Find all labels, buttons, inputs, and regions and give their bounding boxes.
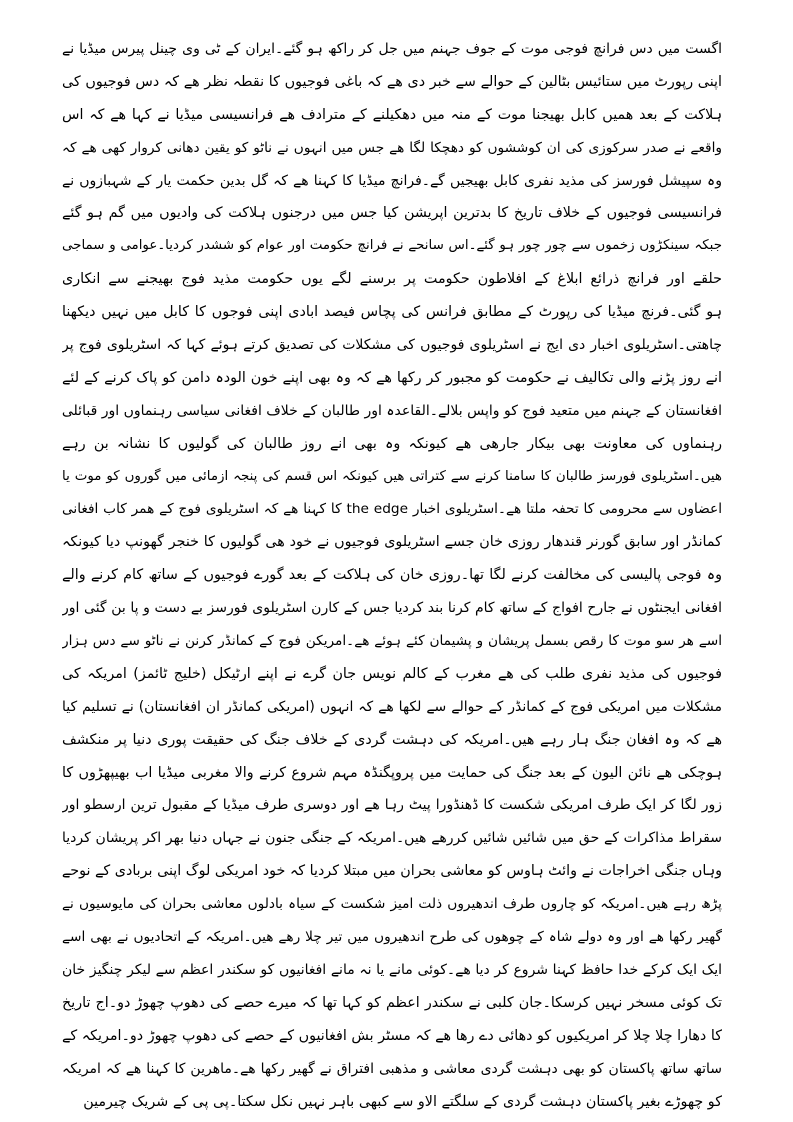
text-line: اعضاوں سے محرومی کا تحفہ ملتا ھے۔اسٹریلوی اخبار the edge کا کہنا ھے کہ اسٹریلوی فوج کے ھمر کاب افغانی (62, 501, 722, 518)
text-line: ہلاکت کے بعد ھمیں کابل بھیجنا موت کے منہ میں دھکیلنے کے مترادف ھے فرانسیسی میڈیا نے کہا ھے کہ اس (62, 106, 722, 123)
text-line: افغانی ایجنٹوں نے جارح افواج کے ساتھ کام کرنا بند کردیا جس کے کارن اسٹریلوی فورسز بے دست و پا بن گئی اور (62, 600, 722, 617)
text-line: فوجیوں کی مذید نفری طلب کی ھے مغرب کے کالم نویس جان گرے نے اپنے ارٹیکل (خلیج ٹائمز) امریکہ کی (62, 665, 722, 682)
text-line: ایک ایک کرکے خدا حافظ کہنا شروع کر دیا ھے۔کوئی مانے یا نہ مانے افغانیوں کو سکندر اعظم سے لیکر چنگیز خان (62, 961, 722, 978)
body-text (62, 33, 722, 1118)
text-line: حلقے اور فرانچ ذرائع ابلاغ کے افلاطون حکومت پر برسنے لگے یوں حکومت مذید فوج بھیجنے سے انکاری (62, 271, 722, 288)
text-line: وہ سپیشل فورسز کی مذید نفری کابل بھیجیں گے۔فرانچ میڈیا کا کہنا ھے کہ گل بدین حکمت یار کے شہبازوں نے (62, 172, 722, 189)
text-line: ہو گئی۔فرنچ میڈیا کی رپورٹ کے مطابق فرانس کی پچاس فیصد ابادی اپنی فوجوں کا کابل میں نہیں دیکھنا (62, 304, 722, 321)
text-line: گھیر رکھا ھے اور وہ دولے شاہ کے چوھوں کی طرح اندھیروں میں تیر چلا رھے ھیں۔امریکہ کے اتحادیوں نے بھی اسے (62, 929, 722, 946)
text-line: اپنی رپورٹ میں ستائیس بٹالین کے حوالے سے خبر دی ھے کہ باغی فوجیوں کا نقطہ نظر ھے کہ دس فوجیوں کی (62, 73, 722, 90)
text-line: اسے ھر سو موت کا رقص بسمل پریشان و پشیمان کئے ہوئے ھے۔امریکن فوج کے کمانڈر کرنن نے ناٹو سے دس ہزار (62, 633, 722, 650)
text-line: پڑھ رہے ھیں۔امریکہ کو چاروں طرف اندھیروں ذلت امیز شکست کے سیاہ بادلوں معاشی بحران کی مایوسیوں نے (62, 896, 722, 913)
text-line: افغانستان کے جہنم میں متعید فوج کو واپس بلالے۔القاعدہ اور طالبان کے خلاف افغانی سیاسی رہنماوں اور قبائلی (62, 402, 722, 419)
text-line: کا دھارا چلا چلا کر امریکیوں کو دھائی دے رھا ھے کہ مسٹر بش افغانیوں کے حصے کی دھوپ چھوڑ دو۔امریکہ کے (62, 1027, 722, 1044)
text-line: فرانسیسی فوجیوں کے خلاف تاریخ کا بدترین اپریشن کیا جس میں درجنوں ہلاکت کی وادیوں میں گم ہو گئے (62, 205, 722, 222)
text-line: وہاں جنگی اخراجات نے وائٹ ہاوس کو معاشی بحران میں مبتلا کردیا کہ خود امریکی لوگ اپنی بربادی کے نوحے (62, 863, 722, 880)
text-line: انے روز پڑنے والی تکالیف نے حکومت کو مجبور کر رکھا ھے کہ وہ بھی اپنے خون الودہ دامن کو پاک کرنے کے لئے (62, 369, 722, 386)
text-line: تک کوئی مسخر نہیں کرسکا۔جان کلبی نے سکندر اعظم کو کہا تھا کہ میرے حصے کی دھوپ چھوڑ دو۔اج تاریخ (62, 994, 722, 1011)
text-line: اگست میں دس فرانچ فوجی موت کے جوف جہنم میں جل کر راکھ ہو گئے۔ایران کے ٹی وی چینل پیرس میڈیا نے (62, 41, 722, 57)
text-line: جبکہ سینکڑوں زخموں سے چور چور ہو گئے۔اس سانحے نے فرانچ حکومت اور عوام کو ششدر کردیا۔عوامی و سماجی (62, 238, 722, 254)
text-line: زور لگا کر ایک طرف امریکی شکست کا ڈھنڈورا پیٹ رہا ھے اور دوسری طرف میڈیا کے مقبول ترین ارسطو اور (62, 797, 722, 814)
text-line: چاھتی۔اسٹریلوی اخبار دی ایج نے اسٹریلوی فوجیوں کی مشکلات کی تصدیق کرتے ہوئے کہا کہ اسٹریلوی فوج پر (62, 337, 722, 354)
text-line: ھے کہ وہ افغان جنگ ہار رہے ھیں۔امریکہ کی دہشت گردی کے خلاف جنگ کی حقیقت پوری دنیا پر منکشف (62, 731, 722, 748)
text-line: ھیں۔اسٹریلوی فورسز طالبان کا سامنا کرنے سے کتراتی ھیں کیونکہ اس قسم کی پنجہ ازمائی میں گوروں کو موت یا (62, 468, 722, 484)
text-line: مشکلات میں امریکی فوج کے کمانڈر کے حوالے سے لکھا ھے کہ انہوں (امریکی کمانڈر ان افغانستان) نے تسلیم کیا (62, 698, 722, 715)
text-line: رہنماوں کی معاونت بھی بیکار جارھی ھے کیونکہ وہ بھی انے روز طالبان کی گولیوں کا نشانہ بن رہے (62, 435, 722, 452)
text-line: کمانڈر اور سابق گورنر قندھار روزی خان جسے اسٹریلوی فوجیوں نے خود ھی گولیوں کا خنجر گھونپ دیا کیونکہ (62, 534, 722, 551)
text-line: ہوچکی ھے نائن الیون کے بعد جنگ کی حمایت میں پروپگنڈہ مہم شروع کرنے والا مغربی میڈیا اب بھیپھڑوں کا (62, 764, 722, 781)
text-line: کو چھوڑے بغیر پاکستان دہشت گردی کے سلگتے الاو سے کبھی باہر نہیں نکل سکتا۔پی پی کے شریک چیرمین (83, 1093, 722, 1110)
text-line: سقراط مذاکرات کے حق میں شائیں شائیں کررھے ھیں۔امریکہ کے جنگی جنون نے جہاں دنیا بھر اکر پریشان کردیا (62, 830, 722, 847)
text-line: وہ فوجی پالیسی کی مخالفت کرنے لگا تھا۔روزی خان کی ہلاکت کے بعد گورے فوجیوں کے ساتھ کام کرنے والے (62, 567, 722, 584)
text-line: واقعے نے صدر سرکوزی کی ان کوششوں کو دھچکا لگا ھے جس میں انہوں نے ناٹو کو یقین دھانی کروار کھی ھے کہ (62, 139, 722, 156)
text-line: ساتھ ساتھ پاکستان کو بھی دہشت گردی معاشی و مذھبی افتراق نے گھیر رکھا ھے۔ماھرین کا کہنا ھے کہ امریکہ (62, 1060, 722, 1077)
